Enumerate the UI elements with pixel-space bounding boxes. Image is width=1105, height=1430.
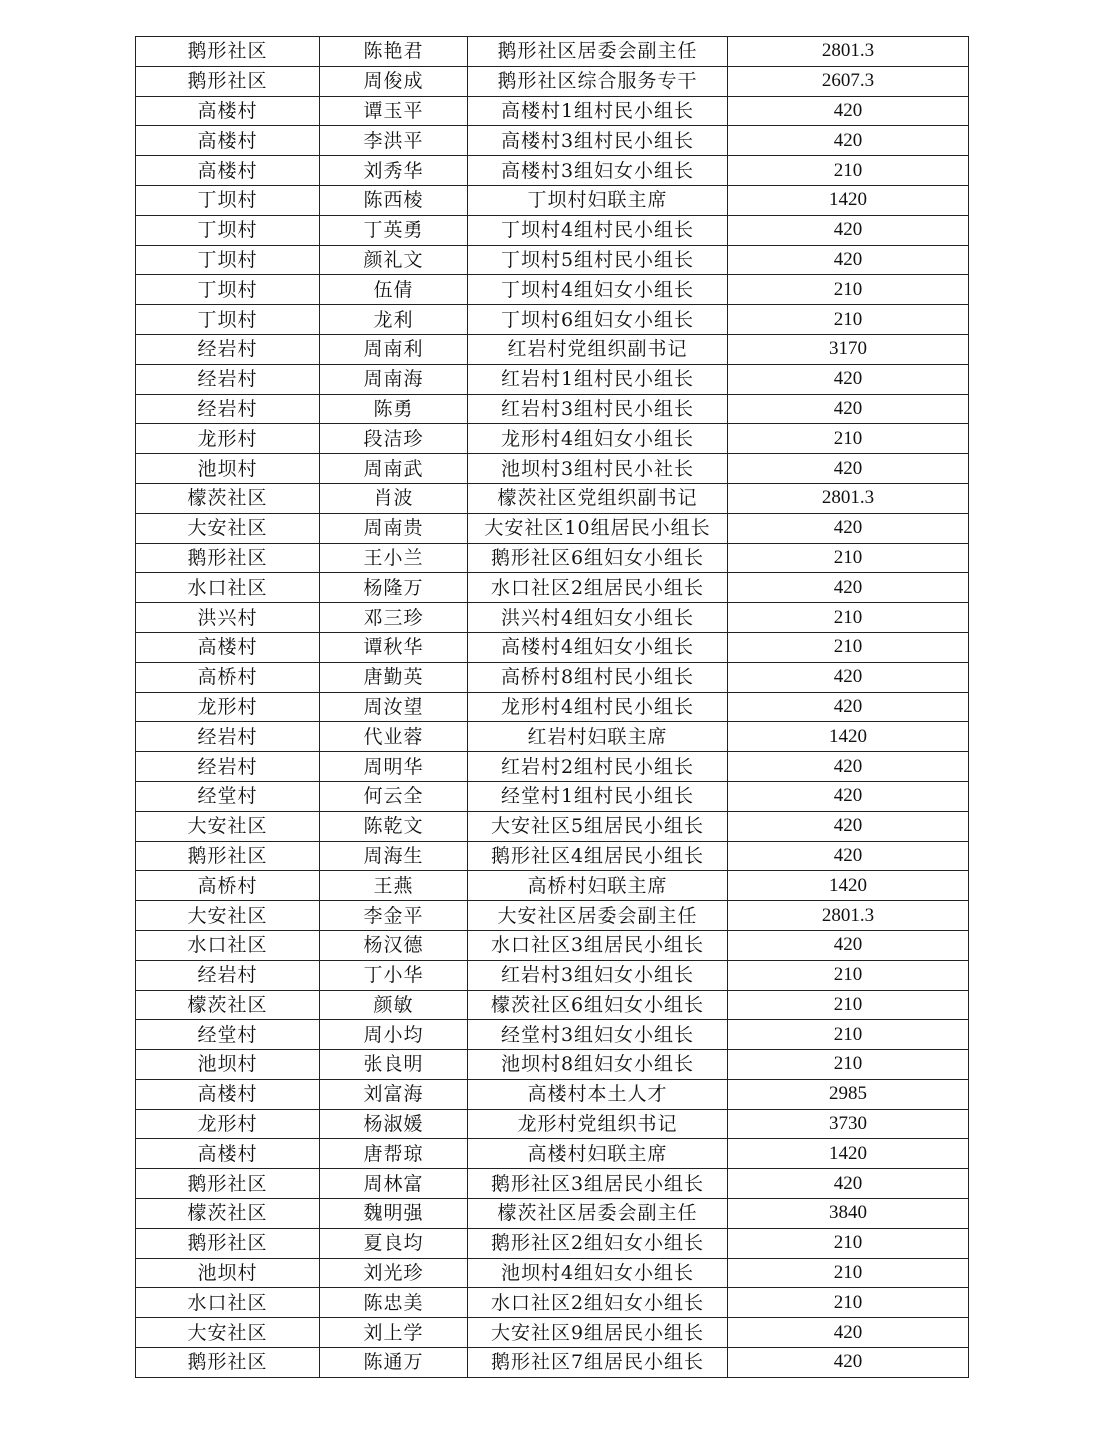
amount-cell: 3730 — [728, 1109, 969, 1139]
unit-cell: 高桥村 — [136, 871, 320, 901]
table-row — [136, 275, 969, 305]
table-row — [136, 901, 969, 931]
position-cell: 大安社区居委会副主任 — [468, 901, 728, 931]
unit-cell: 鹅形社区 — [136, 543, 320, 573]
position-cell: 鹅形社区3组居民小组长 — [468, 1169, 728, 1199]
amount-cell: 210 — [728, 424, 969, 454]
table-row — [136, 1050, 969, 1080]
amount-cell: 420 — [728, 930, 969, 960]
unit-cell: 大安社区 — [136, 901, 320, 931]
position-cell: 水口社区2组妇女小组长 — [468, 1288, 728, 1318]
position-cell: 水口社区3组居民小组长 — [468, 930, 728, 960]
name-cell: 龙利 — [320, 305, 468, 335]
table-row — [136, 1139, 969, 1169]
unit-cell: 龙形村 — [136, 424, 320, 454]
amount-cell: 420 — [728, 1318, 969, 1348]
position-cell: 鹅形社区4组居民小组长 — [468, 841, 728, 871]
position-cell: 丁坝村4组妇女小组长 — [468, 275, 728, 305]
position-cell: 丁坝村妇联主席 — [468, 185, 728, 215]
amount-cell: 210 — [728, 1288, 969, 1318]
table-row — [136, 1169, 969, 1199]
position-cell: 经堂村1组村民小组长 — [468, 781, 728, 811]
table-row — [136, 215, 969, 245]
position-cell: 檬茨社区6组妇女小组长 — [468, 990, 728, 1020]
unit-cell: 丁坝村 — [136, 185, 320, 215]
name-cell: 王小兰 — [320, 543, 468, 573]
table-row — [136, 573, 969, 603]
amount-cell: 420 — [728, 662, 969, 692]
amount-cell: 420 — [728, 215, 969, 245]
position-cell: 池坝村3组村民小社长 — [468, 454, 728, 484]
table-row — [136, 37, 969, 67]
table-row — [136, 871, 969, 901]
table-row — [136, 66, 969, 96]
table-row — [136, 811, 969, 841]
amount-cell: 210 — [728, 632, 969, 662]
name-cell: 唐帮琼 — [320, 1139, 468, 1169]
unit-cell: 鹅形社区 — [136, 1169, 320, 1199]
table-row — [136, 1228, 969, 1258]
unit-cell: 池坝村 — [136, 454, 320, 484]
table-row — [136, 364, 969, 394]
unit-cell: 经岩村 — [136, 364, 320, 394]
amount-cell: 210 — [728, 1020, 969, 1050]
unit-cell: 经岩村 — [136, 394, 320, 424]
amount-cell: 420 — [728, 573, 969, 603]
name-cell: 刘光珍 — [320, 1258, 468, 1288]
unit-cell: 经堂村 — [136, 1020, 320, 1050]
amount-cell: 210 — [728, 1258, 969, 1288]
table-body — [136, 37, 969, 1378]
name-cell: 肖波 — [320, 483, 468, 513]
amount-cell: 420 — [728, 841, 969, 871]
table-row — [136, 1288, 969, 1318]
position-cell: 红岩村3组村民小组长 — [468, 394, 728, 424]
table-row — [136, 692, 969, 722]
name-cell: 颜敏 — [320, 990, 468, 1020]
unit-cell: 水口社区 — [136, 930, 320, 960]
unit-cell: 经岩村 — [136, 334, 320, 364]
amount-cell: 420 — [728, 126, 969, 156]
table-row — [136, 781, 969, 811]
name-cell: 杨隆万 — [320, 573, 468, 603]
table-row — [136, 722, 969, 752]
amount-cell: 2801.3 — [728, 901, 969, 931]
position-cell: 丁坝村6组妇女小组长 — [468, 305, 728, 335]
amount-cell: 420 — [728, 752, 969, 782]
name-cell: 周南海 — [320, 364, 468, 394]
position-cell: 高楼村妇联主席 — [468, 1139, 728, 1169]
amount-cell: 2801.3 — [728, 483, 969, 513]
position-cell: 高桥村妇联主席 — [468, 871, 728, 901]
amount-cell: 1420 — [728, 185, 969, 215]
unit-cell: 鹅形社区 — [136, 841, 320, 871]
amount-cell: 420 — [728, 96, 969, 126]
unit-cell: 龙形村 — [136, 692, 320, 722]
name-cell: 唐勤英 — [320, 662, 468, 692]
table-row — [136, 752, 969, 782]
position-cell: 水口社区2组居民小组长 — [468, 573, 728, 603]
unit-cell: 丁坝村 — [136, 215, 320, 245]
unit-cell: 经岩村 — [136, 960, 320, 990]
unit-cell: 大安社区 — [136, 1318, 320, 1348]
unit-cell: 鹅形社区 — [136, 66, 320, 96]
amount-cell: 1420 — [728, 871, 969, 901]
name-cell: 周小均 — [320, 1020, 468, 1050]
name-cell: 陈忠美 — [320, 1288, 468, 1318]
amount-cell: 420 — [728, 364, 969, 394]
table-row — [136, 394, 969, 424]
table-row — [136, 454, 969, 484]
position-cell: 高楼村本土人才 — [468, 1079, 728, 1109]
table-row — [136, 1348, 969, 1378]
unit-cell: 池坝村 — [136, 1050, 320, 1080]
amount-cell: 1420 — [728, 722, 969, 752]
unit-cell: 大安社区 — [136, 513, 320, 543]
table-row — [136, 96, 969, 126]
table-row — [136, 930, 969, 960]
amount-cell: 210 — [728, 156, 969, 186]
name-cell: 谭秋华 — [320, 632, 468, 662]
name-cell: 夏良均 — [320, 1228, 468, 1258]
amount-cell: 210 — [728, 960, 969, 990]
name-cell: 王燕 — [320, 871, 468, 901]
unit-cell: 鹅形社区 — [136, 1348, 320, 1378]
position-cell: 高楼村3组妇女小组长 — [468, 156, 728, 186]
name-cell: 陈艳君 — [320, 37, 468, 67]
name-cell: 丁小华 — [320, 960, 468, 990]
unit-cell: 丁坝村 — [136, 275, 320, 305]
position-cell: 池坝村8组妇女小组长 — [468, 1050, 728, 1080]
amount-cell: 210 — [728, 543, 969, 573]
table-row — [136, 1020, 969, 1050]
table-row — [136, 1079, 969, 1109]
amount-cell: 2801.3 — [728, 37, 969, 67]
unit-cell: 水口社区 — [136, 1288, 320, 1318]
name-cell: 魏明强 — [320, 1199, 468, 1229]
name-cell: 李金平 — [320, 901, 468, 931]
name-cell: 谭玉平 — [320, 96, 468, 126]
unit-cell: 高楼村 — [136, 1139, 320, 1169]
position-cell: 丁坝村4组村民小组长 — [468, 215, 728, 245]
position-cell: 红岩村妇联主席 — [468, 722, 728, 752]
unit-cell: 檬茨社区 — [136, 483, 320, 513]
name-cell: 周明华 — [320, 752, 468, 782]
position-cell: 高楼村1组村民小组长 — [468, 96, 728, 126]
unit-cell: 水口社区 — [136, 573, 320, 603]
position-cell: 鹅形社区居委会副主任 — [468, 37, 728, 67]
table-row — [136, 1109, 969, 1139]
position-cell: 红岩村2组村民小组长 — [468, 752, 728, 782]
name-cell: 邓三珍 — [320, 603, 468, 633]
name-cell: 张良明 — [320, 1050, 468, 1080]
table-row — [136, 662, 969, 692]
table-row — [136, 185, 969, 215]
unit-cell: 檬茨社区 — [136, 990, 320, 1020]
table-row — [136, 603, 969, 633]
amount-cell: 3170 — [728, 334, 969, 364]
position-cell: 池坝村4组妇女小组长 — [468, 1258, 728, 1288]
unit-cell: 经岩村 — [136, 752, 320, 782]
amount-cell: 210 — [728, 1228, 969, 1258]
name-cell: 杨汉德 — [320, 930, 468, 960]
table-row — [136, 841, 969, 871]
table-row — [136, 990, 969, 1020]
table-row — [136, 543, 969, 573]
name-cell: 周林富 — [320, 1169, 468, 1199]
unit-cell: 经岩村 — [136, 722, 320, 752]
amount-cell: 210 — [728, 275, 969, 305]
name-cell: 周南贵 — [320, 513, 468, 543]
position-cell: 丁坝村5组村民小组长 — [468, 245, 728, 275]
amount-cell: 210 — [728, 305, 969, 335]
name-cell: 颜礼文 — [320, 245, 468, 275]
name-cell: 何云全 — [320, 781, 468, 811]
name-cell: 周俊成 — [320, 66, 468, 96]
amount-cell: 210 — [728, 1050, 969, 1080]
position-cell: 龙形村4组村民小组长 — [468, 692, 728, 722]
name-cell: 刘秀华 — [320, 156, 468, 186]
amount-cell: 3840 — [728, 1199, 969, 1229]
unit-cell: 大安社区 — [136, 811, 320, 841]
table-row — [136, 126, 969, 156]
unit-cell: 池坝村 — [136, 1258, 320, 1288]
position-cell: 洪兴村4组妇女小组长 — [468, 603, 728, 633]
position-cell: 檬茨社区居委会副主任 — [468, 1199, 728, 1229]
name-cell: 陈乾文 — [320, 811, 468, 841]
table-row — [136, 245, 969, 275]
name-cell: 周汝望 — [320, 692, 468, 722]
amount-cell: 210 — [728, 990, 969, 1020]
name-cell: 段洁珍 — [320, 424, 468, 454]
position-cell: 经堂村3组妇女小组长 — [468, 1020, 728, 1050]
position-cell: 鹅形社区7组居民小组长 — [468, 1348, 728, 1378]
position-cell: 龙形村党组织书记 — [468, 1109, 728, 1139]
amount-cell: 420 — [728, 781, 969, 811]
position-cell: 高桥村8组村民小组长 — [468, 662, 728, 692]
table-row — [136, 960, 969, 990]
unit-cell: 檬茨社区 — [136, 1199, 320, 1229]
name-cell: 伍倩 — [320, 275, 468, 305]
unit-cell: 鹅形社区 — [136, 1228, 320, 1258]
unit-cell: 洪兴村 — [136, 603, 320, 633]
unit-cell: 高楼村 — [136, 1079, 320, 1109]
unit-cell: 高楼村 — [136, 632, 320, 662]
amount-cell: 210 — [728, 603, 969, 633]
subsidy-table — [135, 36, 969, 1378]
amount-cell: 420 — [728, 1169, 969, 1199]
unit-cell: 高楼村 — [136, 96, 320, 126]
name-cell: 陈勇 — [320, 394, 468, 424]
position-cell: 红岩村党组织副书记 — [468, 334, 728, 364]
table-row — [136, 513, 969, 543]
amount-cell: 420 — [728, 454, 969, 484]
table-row — [136, 424, 969, 454]
unit-cell: 高桥村 — [136, 662, 320, 692]
name-cell: 刘上学 — [320, 1318, 468, 1348]
amount-cell: 420 — [728, 513, 969, 543]
position-cell: 红岩村1组村民小组长 — [468, 364, 728, 394]
amount-cell: 420 — [728, 394, 969, 424]
table-row — [136, 305, 969, 335]
position-cell: 大安社区5组居民小组长 — [468, 811, 728, 841]
name-cell: 陈通万 — [320, 1348, 468, 1378]
unit-cell: 高楼村 — [136, 126, 320, 156]
table-row — [136, 1318, 969, 1348]
position-cell: 红岩村3组妇女小组长 — [468, 960, 728, 990]
unit-cell: 经堂村 — [136, 781, 320, 811]
position-cell: 鹅形社区6组妇女小组长 — [468, 543, 728, 573]
position-cell: 鹅形社区2组妇女小组长 — [468, 1228, 728, 1258]
unit-cell: 鹅形社区 — [136, 37, 320, 67]
position-cell: 大安社区10组居民小组长 — [468, 513, 728, 543]
name-cell: 李洪平 — [320, 126, 468, 156]
amount-cell: 1420 — [728, 1139, 969, 1169]
position-cell: 高楼村4组妇女小组长 — [468, 632, 728, 662]
name-cell: 代业蓉 — [320, 722, 468, 752]
unit-cell: 龙形村 — [136, 1109, 320, 1139]
name-cell: 丁英勇 — [320, 215, 468, 245]
position-cell: 鹅形社区综合服务专干 — [468, 66, 728, 96]
unit-cell: 高楼村 — [136, 156, 320, 186]
name-cell: 周南利 — [320, 334, 468, 364]
amount-cell: 2985 — [728, 1079, 969, 1109]
amount-cell: 420 — [728, 692, 969, 722]
name-cell: 周南武 — [320, 454, 468, 484]
amount-cell: 2607.3 — [728, 66, 969, 96]
name-cell: 陈西棱 — [320, 185, 468, 215]
name-cell: 刘富海 — [320, 1079, 468, 1109]
name-cell: 杨淑媛 — [320, 1109, 468, 1139]
amount-cell: 420 — [728, 245, 969, 275]
table-row — [136, 632, 969, 662]
position-cell: 高楼村3组村民小组长 — [468, 126, 728, 156]
amount-cell: 420 — [728, 811, 969, 841]
unit-cell: 丁坝村 — [136, 305, 320, 335]
table-row — [136, 156, 969, 186]
table-row — [136, 1258, 969, 1288]
position-cell: 大安社区9组居民小组长 — [468, 1318, 728, 1348]
unit-cell: 丁坝村 — [136, 245, 320, 275]
table-row — [136, 1199, 969, 1229]
position-cell: 龙形村4组妇女小组长 — [468, 424, 728, 454]
amount-cell: 420 — [728, 1348, 969, 1378]
table-row — [136, 483, 969, 513]
name-cell: 周海生 — [320, 841, 468, 871]
table-row — [136, 334, 969, 364]
position-cell: 檬茨社区党组织副书记 — [468, 483, 728, 513]
